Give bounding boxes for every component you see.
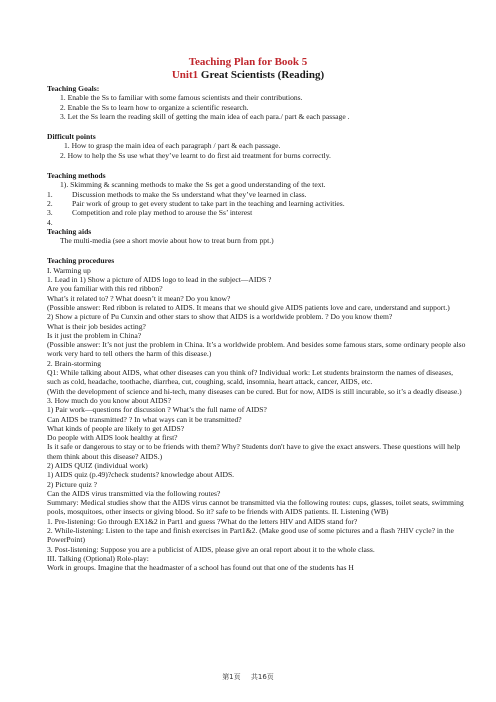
page-footer xyxy=(0,672,496,682)
unit-label: Unit1 xyxy=(171,69,199,81)
goal-item: 3. Let the Ss learn the reading skill of getting the main idea of each para./ part & each passage . xyxy=(60,111,350,121)
difficult-item: 1. How to grasp the main idea of each paragraph / part & each passage. xyxy=(64,141,281,151)
procedure-line: (Possible answer: It’s not just the problem in China. It’s a worldwide problem. And besides some famous stars, some ordinary people also work very hard to tell others the harm of this disease.) xyxy=(47,340,466,359)
procedure-line: 2. While-listening: Listen to the tape and finish exercises in Part1&2. (Make good use of some pictures and a flash ?HIV cycle? in the PowerPoint) xyxy=(47,526,454,545)
procedure-line: Work in groups. Imagine that the headmaster of a school has found out that one of the students has H xyxy=(47,563,354,573)
procedure-line: 3. Post-listening: Suppose you are a publicist of AIDS, please give an oral report about it to the whole class. xyxy=(47,544,375,554)
procedure-line: Do people with AIDS look healthy at first? xyxy=(47,433,178,443)
procedure-line: (With the development of science and hi-tech, many diseases can be cured. But for now, AIDS is still incurable, so it’s a deadly disease.) xyxy=(47,386,462,396)
document-title: Teaching Plan for Book 5 xyxy=(188,56,308,68)
procedure-line: 1. Pre-listening: Go through EX1&2 in Part1 and guess ?What do the letters HIV and AIDS stand for? xyxy=(47,516,358,526)
section-heading-aids: Teaching aids xyxy=(47,226,92,236)
document-subtitle xyxy=(0,69,496,81)
procedure-line: 3. How much do you know about AIDS? xyxy=(47,395,172,405)
section-heading-methods: Teaching methods xyxy=(47,171,106,181)
method-item: 2. Pair work of group to get every student to take part in the teaching and learning activities. xyxy=(47,198,345,208)
procedure-line: 2) Picture quiz ? xyxy=(47,479,97,489)
section-heading-goals: Teaching Goals: xyxy=(47,84,100,93)
procedure-line: 2) Show a picture of Pu Cunxin and other stars to show that AIDS is a worldwide problem. ? Do you know them? xyxy=(47,312,393,322)
page-number: 第1页 xyxy=(222,673,241,681)
method-item: 4. xyxy=(47,217,53,227)
procedure-line: What is their job besides acting? xyxy=(47,321,146,331)
goal-item: 2. Enable the Ss to learn how to organize a scientific research. xyxy=(60,102,249,112)
document-body xyxy=(47,84,467,573)
goal-item: 1. Enable the Ss to familiar with some famous scientists and their contributions. xyxy=(60,93,303,103)
section-heading-difficult: Difficult points xyxy=(47,132,96,142)
page-total: 共16页 xyxy=(250,673,274,681)
procedure-line: Can AIDS be transmitted? ? In what ways can it be transmitted? xyxy=(47,414,242,424)
procedure-line: I. Warming up xyxy=(47,265,91,275)
difficult-item: 2. How to help the Ss use what they’ve learnt to do first aid treatment for burns correctly. xyxy=(60,150,331,160)
subtitle-text: Great Scientists (Reading) xyxy=(198,69,325,81)
procedure-line: Are you familiar with this red ribbon? xyxy=(47,284,163,294)
procedure-line: III. Talking (Optional) Role-play: xyxy=(47,553,149,563)
procedure-line: 1. Lead in 1) Show a picture of AIDS logo to lead in the subject—AIDS ? xyxy=(47,275,272,285)
procedure-line: Can the AIDS virus transmitted via the following routes? xyxy=(47,488,221,498)
procedure-line: Is it just the problem in China? xyxy=(47,330,142,340)
procedure-line: 1) AIDS quiz (p.49)?check students? knowledge about AIDS. xyxy=(47,470,235,480)
procedure-line: Is it safe or dangerous to stay or to be friends with them? Why? Students don't have to give the exact answers. These questions will help them think about this disease? AIDS.) xyxy=(47,442,461,461)
aids-text: The multi-media (see a short movie about how to treat burn from ppt.) xyxy=(60,236,274,246)
procedure-line: Summary: Medical studies show that the AIDS virus cannot be transmitted via the following routes: cups, glasses, toilet seats, swimming pools, mosquitoes, other insects or giving blood. So it? safe to be friends with AIDS patients. II. Listening (WB) xyxy=(47,498,464,517)
method-item: 3. Competition and role play method to arouse the Ss’ interest xyxy=(47,208,253,218)
procedure-line: What kinds of people are likely to get AIDS? xyxy=(47,423,185,433)
section-heading-procedures: Teaching procedures xyxy=(47,256,115,266)
method-item: 1). Skimming & scanning methods to make the Ss get a good understanding of the text. xyxy=(60,180,326,190)
procedure-lines xyxy=(47,266,467,573)
procedure-line: What’s it related to? ? What doesn’t it mean? Do you know? xyxy=(47,293,231,303)
procedure-line: Q1: While talking about AIDS, what other diseases can you think of? Individual work: Let students brainstorm the names of diseases, such as cold, headache, toothache, diarrhea, cut, coughing, scald, insomnia, heart attack, cancer, AIDS, etc. xyxy=(47,368,454,387)
procedure-line: 2. Brain-storming xyxy=(47,358,101,368)
method-item: 1. Discussion methods to make the Ss understand what they’ve learned in class. xyxy=(47,189,307,199)
procedure-line: (Possible answer: Red ribbon is related to AIDS. It means that we should give AIDS patients love and care, understand and support.) xyxy=(47,302,450,312)
procedure-line: 2) AIDS QUIZ (individual work) xyxy=(47,460,148,470)
procedure-line: 1) Pair work—questions for discussion ? What’s the full name of AIDS? xyxy=(47,405,267,415)
